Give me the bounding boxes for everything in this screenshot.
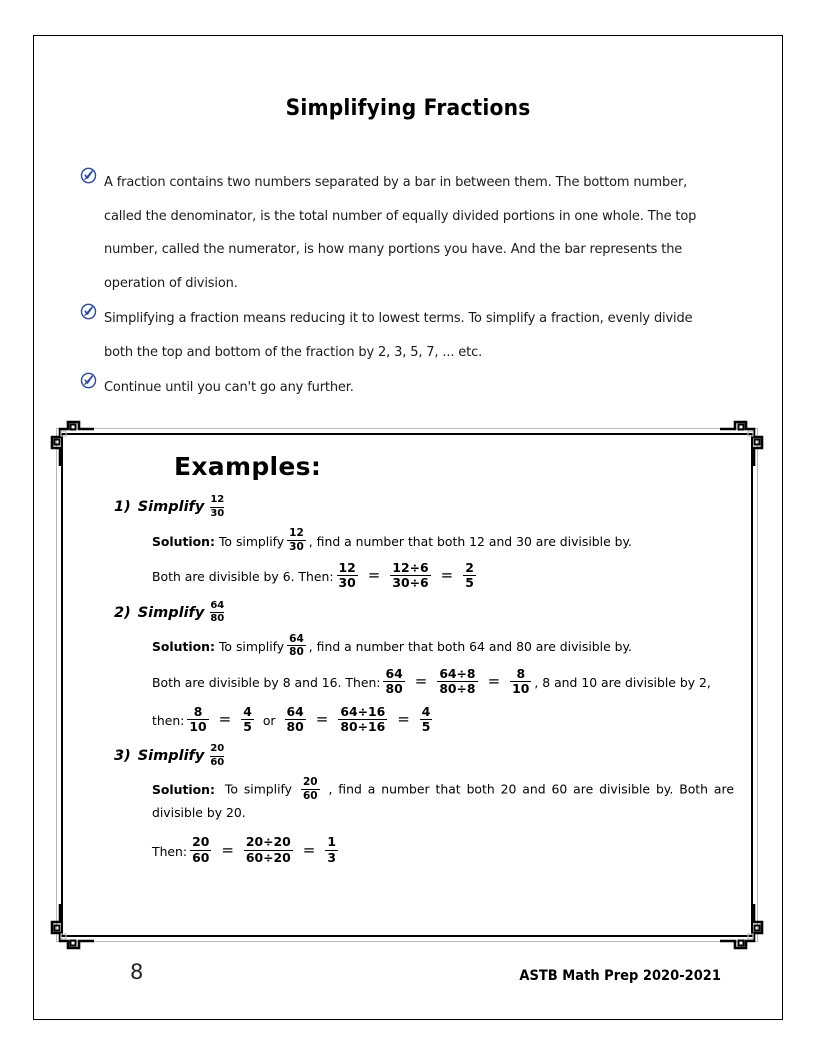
blue-circled-check-icon [80,166,104,184]
solution-work-line [152,834,714,865]
example-solution-1 [152,529,714,591]
equals-sign: = [440,566,454,585]
example-verb: Simplify [137,748,205,765]
work-prefix: Both are divisible by 8 and 16. Then: [152,675,381,691]
example-number: 1) [114,499,131,515]
work2-fraction-4: $\frac{64\div 16}{80\div 16}$ [340,703,386,735]
work-fraction-2: $\frac{64\div 8}{80\div 8}$ [439,665,476,697]
solution-intro-line [152,632,714,659]
solution-work-line-2 [152,703,714,735]
inline-fraction: $\frac{12}{30}$ [289,527,304,553]
solution-intro-line [152,529,714,553]
footer-page-number: 8 [130,960,144,984]
examples-heading: Examples: [174,452,322,481]
list-item-text: Simplifying a fraction means reducing it to lowest terms. To simplify a fraction, evenly divide both the top and bottom of the fraction by 2, 3, 5, 7, ... etc. [104,310,693,360]
solution-intro-before: To simplify [218,639,285,655]
inline-fraction: $\frac{20}{60}$ [302,776,318,802]
solution-intro-after: , find a number that both 20 and 60 are divisible by. Both are divisible by 20. [152,781,734,821]
work-fraction-1: $\frac{64}{80}$ [385,665,403,697]
example-number: 2) [114,604,131,621]
work2-middle: or [262,713,276,729]
example-title-3 [114,744,714,768]
list-item [80,371,730,405]
example-block-1 [114,495,714,591]
work-fraction-3: $\frac{2}{5}$ [465,560,474,591]
examples-decorative-frame [48,420,766,950]
work-prefix: Then: [152,843,188,859]
work-fraction-3: $\frac{1}{3}$ [327,834,336,865]
solution-intro-before: To simplify [218,533,285,549]
corner-ornament-bottom-right [720,904,766,950]
corner-ornament-top-right [720,420,766,466]
intro-bullet-list [80,166,730,407]
solution-label: Solution: [152,781,215,797]
blue-circled-check-icon [80,302,104,320]
equals-sign: = [221,840,234,859]
solution-intro-line [152,778,734,823]
solution-intro-after: , find a number that both 64 and 80 are divisible by. [308,639,633,655]
example-fraction: $\frac{12}{30}$ [210,494,225,519]
solution-label: Solution: [152,533,215,549]
work-fraction-1: $\frac{20}{60}$ [192,834,210,865]
equals-sign: = [302,840,316,859]
equals-sign: = [315,710,329,729]
solution-intro-after: , find a number that both 12 and 30 are divisible by. [308,533,633,549]
equals-sign: = [414,672,428,691]
list-item [80,302,730,369]
example-title-1 [114,495,714,519]
example-verb: Simplify [137,499,205,515]
inline-fraction: $\frac{64}{80}$ [289,632,304,659]
work-prefix: Both are divisible by 6. Then: [152,569,334,585]
page-title: Simplifying Fractions [285,96,531,121]
example-solution-3 [152,776,734,865]
equals-sign: = [397,710,410,729]
solution-label: Solution: [152,639,215,655]
solution-work-line [152,665,714,697]
example-fraction: $\frac{64}{80}$ [210,599,225,625]
solution-intro-before: To simplify [224,781,293,797]
work-fraction-1: $\frac{12}{30}$ [338,560,356,591]
work2-prefix: then: [152,713,185,729]
example-verb: Simplify [137,604,205,621]
equals-sign: = [367,566,381,585]
list-item-text: A fraction contains two numbers separated by a bar in between them. The bottom number, called the denominator, is the total number of equally divided portions in one whole. The top number, called the numerator, is how many portions you have. And the bar represents the operation of division. [104,174,697,291]
example-number: 3) [114,748,131,765]
example-fraction: $\frac{20}{60}$ [210,743,225,768]
corner-ornament-top-left [48,420,94,466]
example-block-2 [114,601,714,735]
example-title-2 [114,601,714,625]
work2-fraction-5: $\frac{4}{5}$ [421,703,431,735]
work-fraction-2: $\frac{20\div 20}{60\div 20}$ [245,834,291,865]
work-fraction-2: $\frac{12\div 6}{30\div 6}$ [392,560,429,591]
footer-book-title: ASTB Math Prep 2020-2021 [519,968,721,984]
examples-content [114,452,734,875]
list-item-text: Continue until you can't go any further. [104,379,354,395]
list-item [80,166,730,300]
equals-sign: = [487,672,501,691]
work2-fraction-3: $\frac{64}{80}$ [286,703,304,735]
equals-sign: = [218,710,232,729]
example-solution-2 [152,632,714,735]
example-block-3 [114,743,734,865]
work2-fraction-1: $\frac{8}{10}$ [189,703,207,735]
work-fraction-3: $\frac{8}{10}$ [512,665,530,697]
corner-ornament-bottom-left [48,904,94,950]
solution-work-line [152,560,714,591]
work2-fraction-2: $\frac{4}{5}$ [243,703,252,735]
blue-circled-check-icon [80,371,104,389]
work-suffix: , 8 and 10 are divisible by 2, [534,675,711,691]
